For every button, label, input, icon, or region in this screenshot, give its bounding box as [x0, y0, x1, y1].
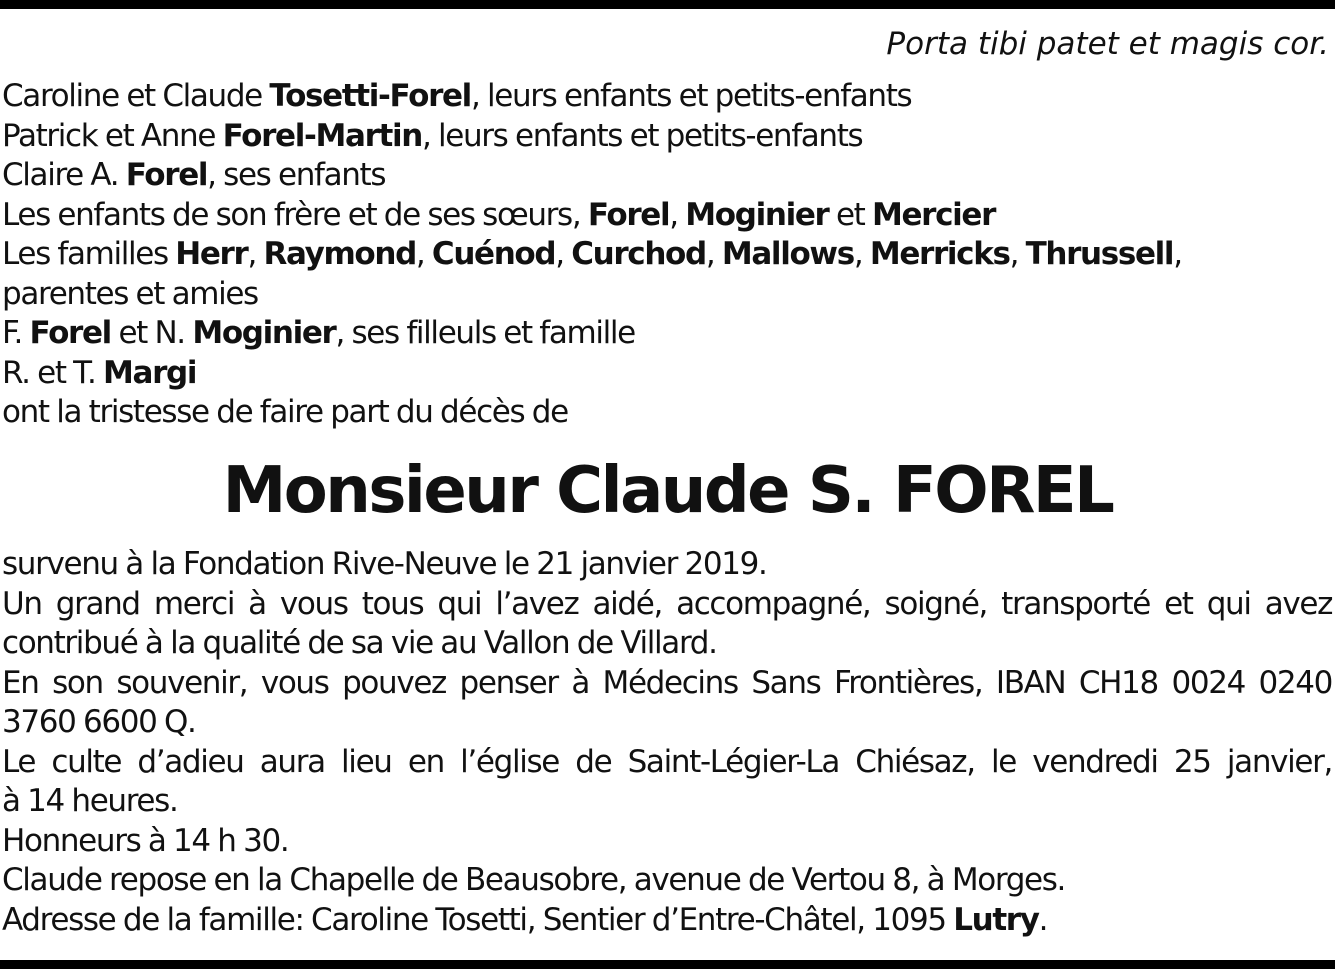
detail-line: Le culte d’adieu aura lieu en l’église de Saint-Légier-La Chiésaz, le vendredi 25 janvier, [2, 743, 1332, 780]
family-name: Margi [103, 354, 197, 391]
family-name: Cuénod [431, 236, 556, 272]
family-name: Forel-Martin [222, 117, 422, 154]
bottom-rule [0, 960, 1335, 969]
family-name: Moginier [192, 315, 336, 351]
top-rule [0, 0, 1335, 9]
detail-line: contribué à la qualité de sa vie au Vallon de Villard. [2, 625, 717, 661]
detail-line: Honneurs à 14 h 30. [2, 822, 289, 859]
family-line: parentes et amies [2, 275, 258, 312]
family-line: Patrick et Anne Forel-Martin, leurs enfants et petits-enfants [2, 117, 863, 154]
family-name: Moginier [685, 196, 829, 233]
family-line: Les familles Herr, Raymond, Cuénod, Curchod, Mallows, Merricks, Thrussell, [2, 236, 1182, 272]
family-name: Curchod [571, 236, 706, 272]
deceased-name: Monsieur Claude S. FOREL [222, 454, 1113, 528]
family-name: Forel [29, 315, 111, 351]
detail-line: Adresse de la famille: Caroline Tosetti, Sentier d’Entre-Châtel, 1095 Lutry. [2, 901, 1048, 938]
detail-line: En son souvenir, vous pouvez penser à Médecins Sans Frontières, IBAN CH18 0024 0240 [2, 664, 1332, 701]
family-list [2, 77, 1332, 433]
detail-line: à 14 heures. [2, 783, 178, 819]
motto: Porta tibi patet et magis cor. [886, 26, 1329, 62]
details [2, 545, 1332, 940]
family-name: Merricks [869, 236, 1010, 272]
family-line: Caroline et Claude Tosetti-Forel, leurs enfants et petits-enfants [2, 78, 912, 114]
detail-line: 3760 6600 Q. [2, 704, 196, 740]
announcement-line: ont la tristesse de faire part du décès de [2, 394, 568, 430]
family-line: F. Forel et N. Moginier, ses filleuls et famille [2, 315, 635, 351]
family-line: Claire A. Forel, ses enfants [2, 157, 386, 193]
family-name: Mercier [872, 196, 996, 233]
family-name: Thrussell [1025, 236, 1174, 272]
family-name: Forel [587, 196, 670, 233]
family-name: Tosetti-Forel [269, 78, 471, 114]
detail-line: Claude repose en la Chapelle de Beausobre, avenue de Vertou 8, à Morges. [2, 862, 1066, 898]
family-line: Les enfants de son frère et de ses sœurs, Forel, Moginier et Mercier [2, 196, 996, 233]
family-name: Raymond [263, 236, 416, 272]
detail-line: survenu à la Fondation Rive-Neuve le 21 janvier 2019. [2, 546, 767, 582]
family-line: R. et T. Margi [2, 354, 197, 391]
detail-line: Un grand merci à vous tous qui l’avez aidé, accompagné, soigné, transporté et qui avez [2, 585, 1332, 622]
town-name: Lutry [953, 901, 1039, 938]
family-name: Mallows [721, 236, 854, 272]
family-name: Herr [175, 236, 248, 272]
family-name: Forel [125, 157, 208, 193]
